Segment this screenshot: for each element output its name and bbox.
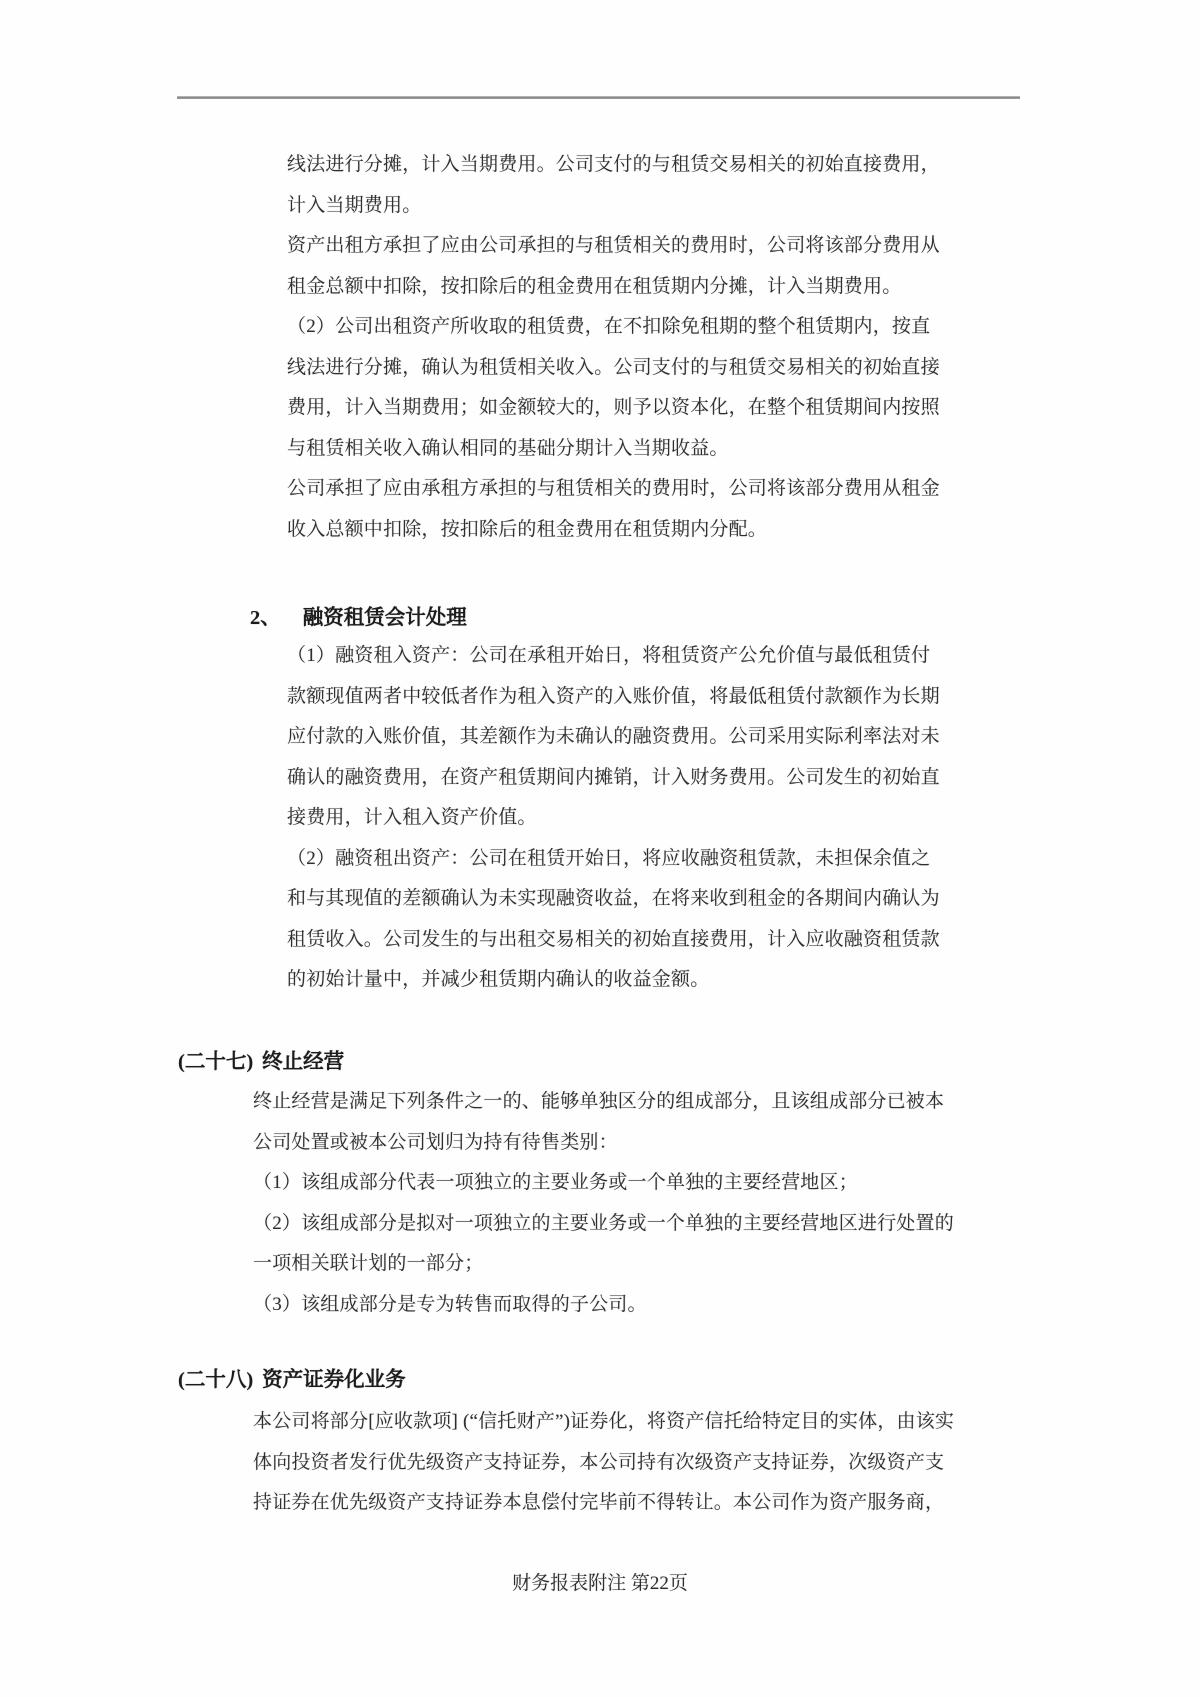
text-line: （1）融资租入资产：公司在承租开始日，将租赁资产公允价值与最低租赁付 [287,645,931,666]
text-line: 线法进行分摊，计入当期费用。公司支付的与租赁交易相关的初始直接费用， [287,154,940,175]
text-line: 的初始计量中，并减少租赁期内确认的收益金额。 [287,969,710,990]
paragraph-block-discontinued-operations [253,1082,954,1325]
paragraph-block-operating-lease [287,145,940,550]
text-line: 租赁收入。公司发生的与出租交易相关的初始直接费用，计入应收融资租赁款 [287,928,940,950]
text-line: 应付款的入账价值，其差额作为未确认的融资费用。公司采用实际利率法对未 [287,726,940,747]
heading-title: 终止经营 [262,1051,345,1073]
text-line: 体向投资者发行优先级资产支持证券，本公司持有次级资产支持证券，次级资产支 [253,1451,945,1473]
text-line: 租金总额中扣除，按扣除后的租金费用在租赁期内分摊，计入当期费用。 [287,275,902,297]
text-line: 公司承担了应由承租方承担的与租赁相关的费用时，公司将该部分费用从租金 [287,478,940,499]
text-line: 和与其现值的差额确认为未实现融资收益，在将来收到租金的各期间内确认为 [287,888,940,909]
heading-title: 资产证券化业务 [262,1369,406,1391]
paragraph-block-finance-lease [287,636,940,1001]
text-line: 计入当期费用。 [287,194,422,216]
text-line: 终止经营是满足下列条件之一的、能够单独区分的组成部分，且该组成部分已被本 [253,1091,945,1112]
text-line: 与租赁相关收入确认相同的基础分期计入当期收益。 [287,437,729,459]
text-line: 接费用，计入租入资产价值。 [287,807,537,828]
text-line: 款额现值两者中较低者作为租入资产的入账价值，将最低租赁付款额作为长期 [287,685,940,707]
text-line: 持证券在优先级资产支持证券本息偿付完毕前不得转让。本公司作为资产服务商， [253,1492,945,1513]
text-line: （3）该组成部分是专为转售而取得的子公司。 [253,1293,647,1315]
heading-number: 2、 [250,607,281,629]
heading-title: 融资租赁会计处理 [302,607,467,629]
page-footer: 财务报表附注 第22页 [512,1573,688,1594]
text-line: 公司处置或被本公司划归为持有待售类别： [253,1131,618,1153]
text-line: 资产出租方承担了应由公司承担的与租赁相关的费用时，公司将该部分费用从 [287,235,940,256]
text-line: （1）该组成部分代表一项独立的主要业务或一个单独的主要经营地区； [253,1172,858,1193]
text-line: （2）公司出租资产所收取的租赁费，在不扣除免租期的整个租赁期内，按直 [287,316,931,337]
text-line: 收入总额中扣除，按扣除后的租金费用在租赁期内分配。 [287,518,768,540]
heading-finance-lease-accounting [250,600,467,630]
text-line: （2）该组成部分是拟对一项独立的主要业务或一个单独的主要经营地区进行处置的 [253,1212,954,1234]
paragraph-block-asset-securitization [253,1402,954,1524]
heading-discontinued-operations [178,1044,344,1074]
page-header-rule [177,96,1020,99]
text-line: （2）融资租出资产：公司在租赁开始日，将应收融资租赁款，未担保余值之 [287,847,931,869]
text-line: 线法进行分摊，确认为租赁相关收入。公司支付的与租赁交易相关的初始直接 [287,356,940,378]
text-line: 本公司将部分[应收款项] (“信托财产”)证券化，将资产信托给特定目的实体，由该实 [253,1411,955,1432]
heading-asset-securitization [178,1362,406,1392]
heading-number: (二十七) [178,1051,254,1073]
text-line: 一项相关联计划的一部分； [253,1253,484,1274]
heading-number: (二十八) [178,1369,254,1391]
text-line: 费用，计入当期费用；如金额较大的，则予以资本化，在整个租赁期间内按照 [287,397,940,418]
text-line: 确认的融资费用，在资产租赁期间内摊销，计入财务费用。公司发生的初始直 [287,766,940,788]
